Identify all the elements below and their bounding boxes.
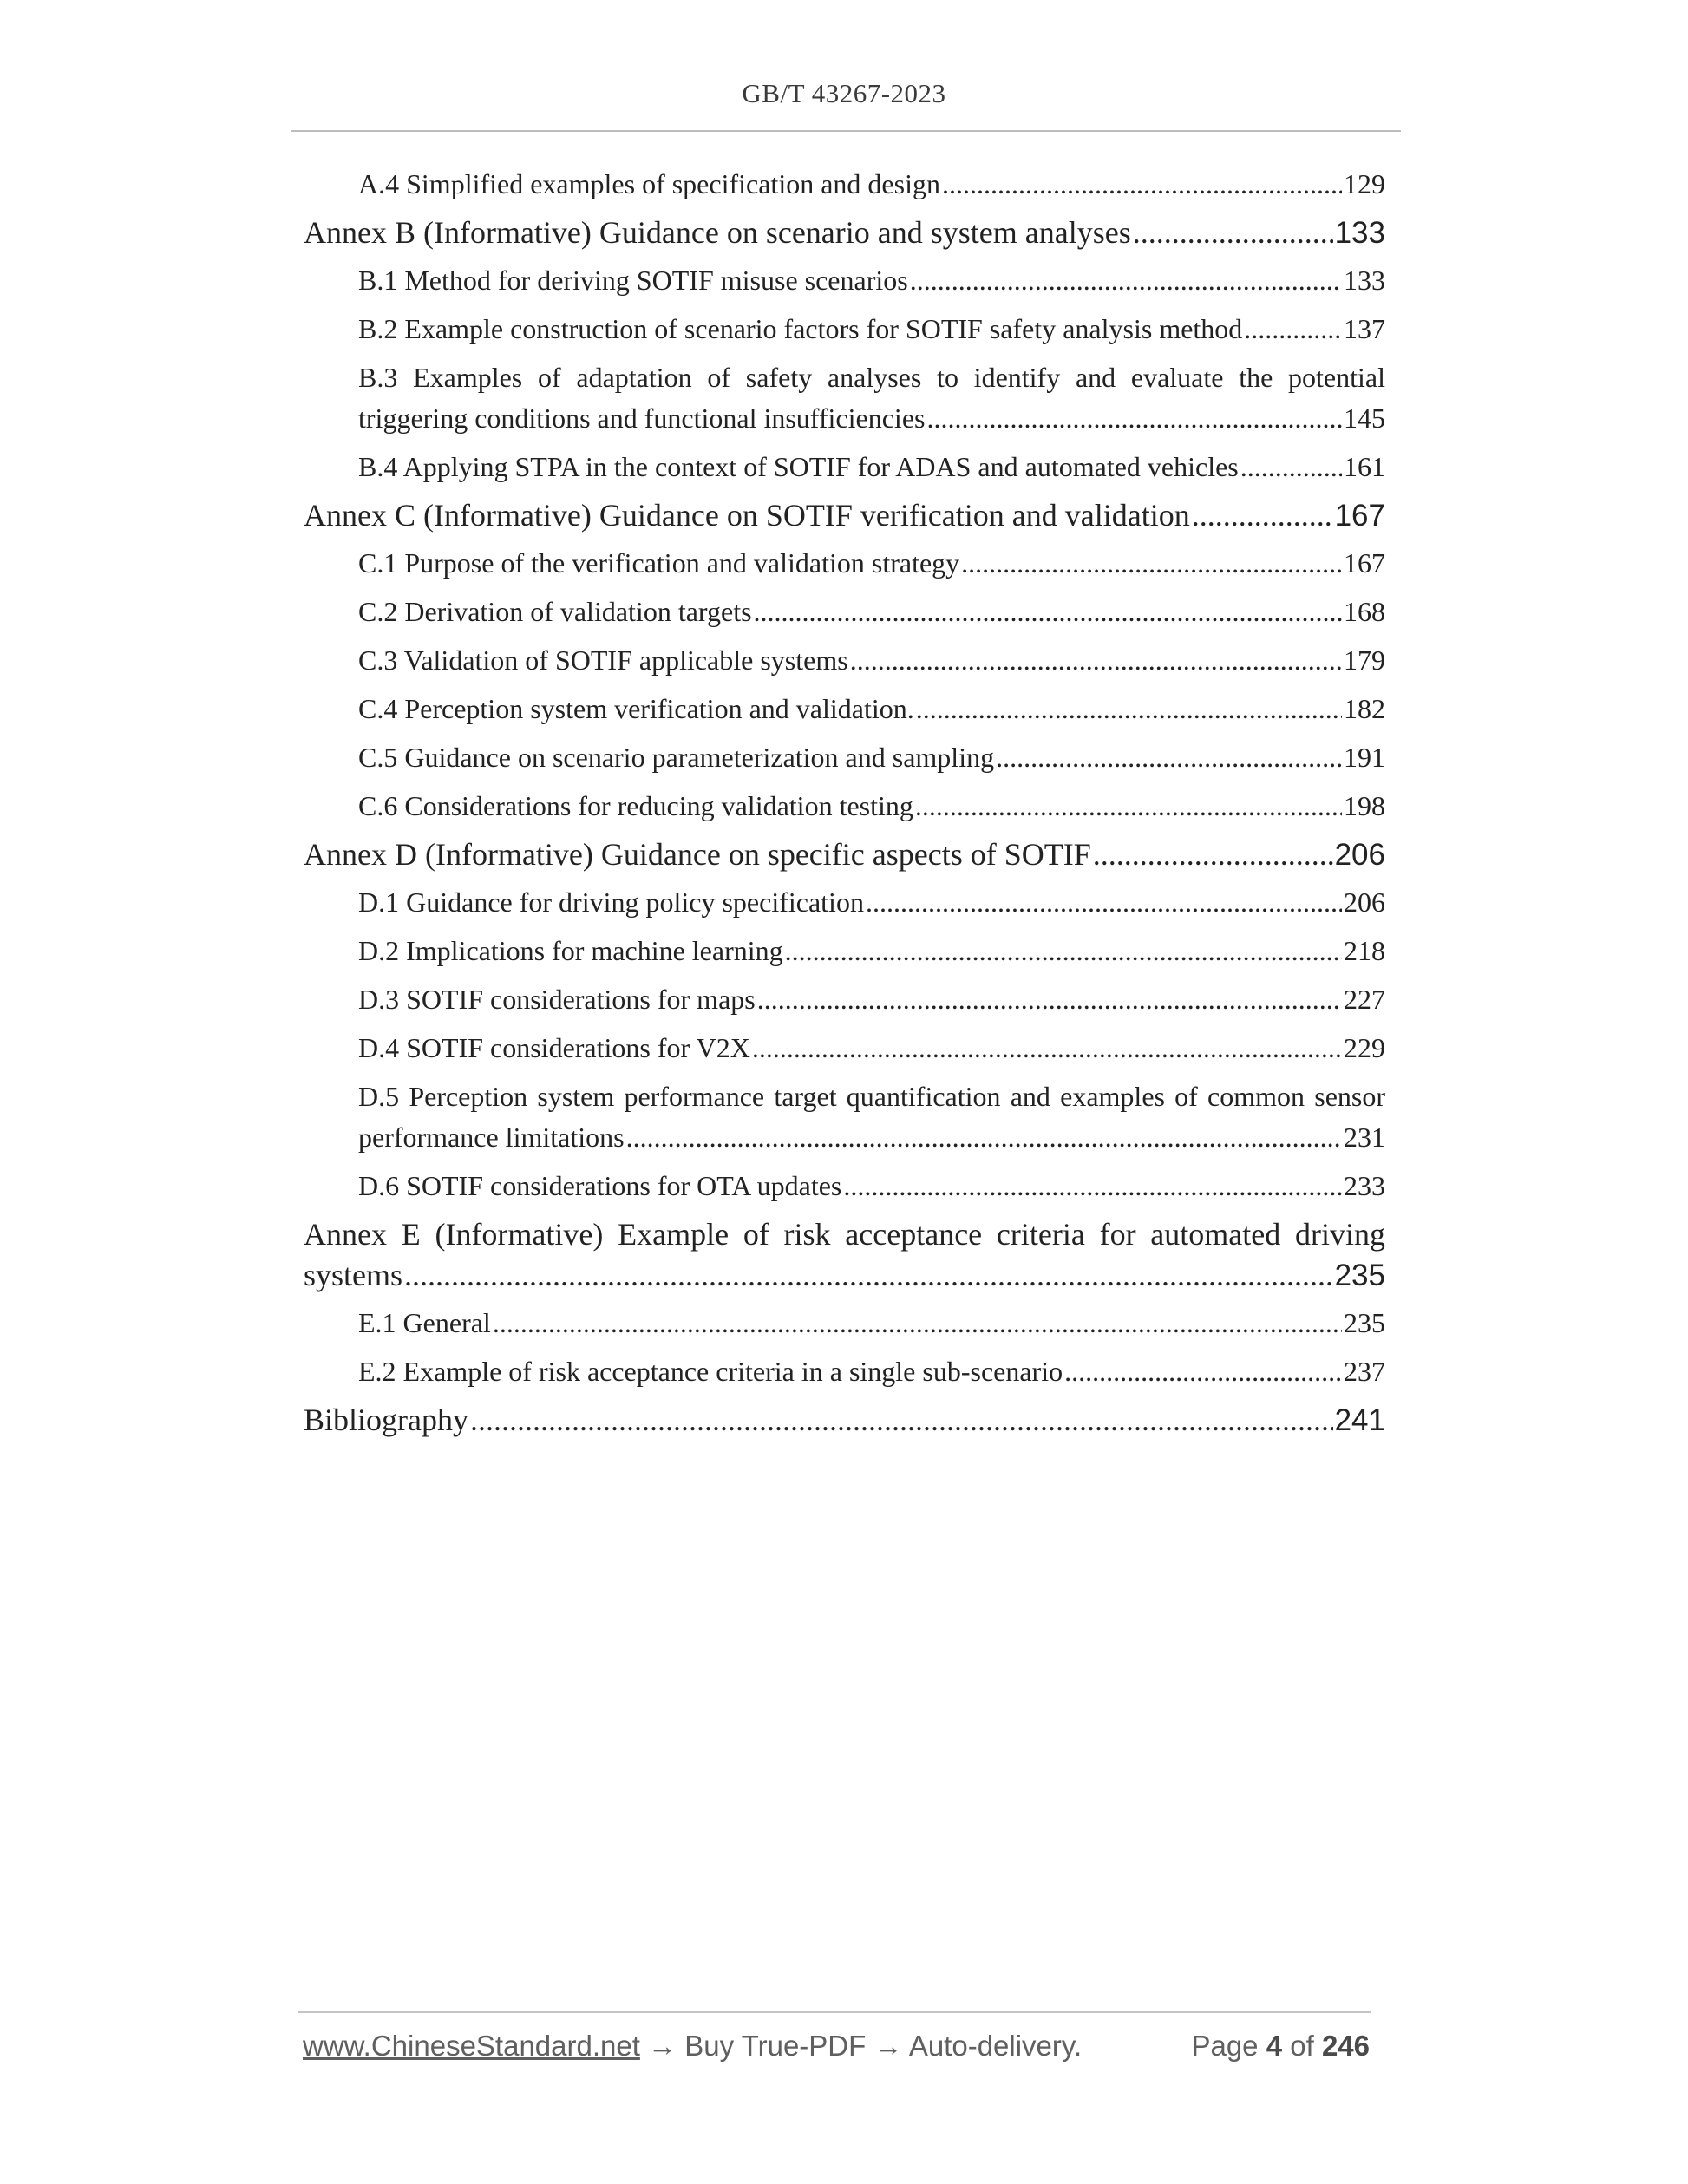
toc-entry-label: E.1 General bbox=[358, 1307, 491, 1338]
dot-leader bbox=[916, 689, 1342, 729]
toc-entry-page: 235 bbox=[1334, 1259, 1385, 1292]
toc-entry-c2[interactable] bbox=[304, 592, 1385, 632]
table-of-contents bbox=[304, 164, 1385, 1448]
toc-entry-c5[interactable] bbox=[304, 737, 1385, 778]
toc-entry-page: 227 bbox=[1344, 984, 1385, 1015]
footer-promo bbox=[303, 2030, 1082, 2063]
toc-entry-page: 137 bbox=[1344, 313, 1385, 344]
dot-leader bbox=[961, 543, 1342, 584]
dot-leader bbox=[1064, 1351, 1342, 1392]
footer-divider bbox=[298, 2011, 1371, 2013]
toc-entry-label-line2: systems bbox=[304, 1258, 403, 1292]
toc-entry-label: C.6 Considerations for reducing validation testing bbox=[358, 790, 913, 821]
dot-leader bbox=[926, 398, 1342, 439]
toc-entry-label: Bibliography bbox=[304, 1403, 468, 1437]
toc-entry-annex-b[interactable] bbox=[304, 213, 1385, 253]
dot-leader bbox=[1093, 834, 1333, 875]
dot-leader bbox=[1244, 309, 1342, 350]
toc-entry-page: 241 bbox=[1334, 1403, 1385, 1437]
toc-entry-page: 198 bbox=[1344, 790, 1385, 821]
toc-entry-c1[interactable] bbox=[304, 543, 1385, 584]
toc-entry-page: 145 bbox=[1344, 402, 1385, 434]
toc-entry-d2[interactable] bbox=[304, 931, 1385, 971]
toc-entry-page: 206 bbox=[1344, 886, 1385, 918]
toc-entry-label-line1: B.3 Examples of adaptation of safety analyses to identify and evaluate the potential bbox=[358, 362, 1385, 393]
toc-entry-label: C.1 Purpose of the verification and validation strategy bbox=[358, 547, 960, 579]
toc-entry-label: B.2 Example construction of scenario factors for SOTIF safety analysis method bbox=[358, 313, 1243, 344]
toc-entry-label: C.5 Guidance on scenario parameterization and sampling bbox=[358, 742, 995, 773]
toc-entry-label: A.4 Simplified examples of specification and design bbox=[358, 168, 940, 199]
toc-entry-annex-e[interactable] bbox=[304, 1214, 1385, 1296]
page-counter bbox=[1191, 2030, 1370, 2063]
dot-leader bbox=[910, 260, 1342, 301]
toc-entry-e1[interactable] bbox=[304, 1303, 1385, 1344]
toc-entry-page: 167 bbox=[1334, 499, 1385, 533]
promo-text: → Buy True-PDF → Auto-delivery. bbox=[639, 2030, 1083, 2062]
toc-entry-c6[interactable] bbox=[304, 786, 1385, 827]
toc-entry-page: 179 bbox=[1344, 644, 1385, 676]
page-word: Page bbox=[1191, 2030, 1259, 2062]
dot-leader bbox=[843, 1166, 1342, 1206]
dot-leader bbox=[866, 882, 1342, 923]
toc-entry-page: 235 bbox=[1344, 1307, 1385, 1338]
toc-entry-page: 167 bbox=[1344, 547, 1385, 579]
toc-entry-label: B.1 Method for deriving SOTIF misuse scenarios bbox=[358, 265, 908, 296]
toc-entry-label-line2: performance limitations bbox=[358, 1121, 625, 1153]
page-footer bbox=[303, 2030, 1370, 2063]
toc-entry-label-line1: Annex E (Informative) Example of risk acceptance criteria for automated driving bbox=[304, 1217, 1385, 1252]
dot-leader bbox=[1192, 495, 1333, 536]
toc-entry-b3[interactable] bbox=[304, 357, 1385, 439]
dot-leader bbox=[915, 786, 1342, 827]
toc-entry-b2[interactable] bbox=[304, 309, 1385, 350]
dot-leader bbox=[493, 1303, 1342, 1344]
total-page-count: 246 bbox=[1321, 2030, 1370, 2062]
toc-entry-label: Annex B (Informative) Guidance on scenario and system analyses bbox=[304, 215, 1131, 250]
toc-entry-d6[interactable] bbox=[304, 1166, 1385, 1206]
toc-entry-page: 182 bbox=[1344, 693, 1385, 724]
toc-entry-label: D.1 Guidance for driving policy specification bbox=[358, 886, 864, 918]
dot-leader bbox=[626, 1117, 1342, 1158]
toc-entry-a4[interactable] bbox=[304, 164, 1385, 205]
toc-entry-label: Annex C (Informative) Guidance on SOTIF verification and validation bbox=[304, 498, 1190, 533]
dot-leader bbox=[785, 931, 1342, 971]
toc-entry-label: D.4 SOTIF considerations for V2X bbox=[358, 1032, 750, 1063]
toc-entry-page: 229 bbox=[1344, 1032, 1385, 1063]
toc-entry-label-line2: triggering conditions and functional insufficiencies bbox=[358, 402, 926, 434]
site-link[interactable]: www.ChineseStandard.net bbox=[303, 2030, 640, 2062]
dot-leader bbox=[942, 164, 1342, 205]
toc-entry-label: C.4 Perception system verification and validation. bbox=[358, 693, 914, 724]
toc-entry-bibliography[interactable] bbox=[304, 1400, 1385, 1441]
toc-entry-label: B.4 Applying STPA in the context of SOTIF for ADAS and automated vehicles bbox=[358, 451, 1239, 482]
of-word: of bbox=[1290, 2030, 1314, 2062]
dot-leader bbox=[752, 1028, 1342, 1069]
toc-entry-annex-d[interactable] bbox=[304, 834, 1385, 875]
dot-leader bbox=[1240, 447, 1342, 487]
toc-entry-label: D.6 SOTIF considerations for OTA updates bbox=[358, 1170, 842, 1201]
toc-entry-c3[interactable] bbox=[304, 640, 1385, 681]
toc-entry-page: 129 bbox=[1344, 168, 1385, 199]
dot-leader bbox=[757, 979, 1342, 1020]
dot-leader bbox=[754, 592, 1342, 632]
dot-leader bbox=[1133, 213, 1333, 253]
toc-entry-page: 218 bbox=[1344, 935, 1385, 966]
toc-entry-label: D.2 Implications for machine learning bbox=[358, 935, 783, 966]
toc-entry-page: 191 bbox=[1344, 742, 1385, 773]
toc-entry-label: D.3 SOTIF considerations for maps bbox=[358, 984, 756, 1015]
toc-entry-page: 237 bbox=[1344, 1356, 1385, 1387]
toc-entry-page: 168 bbox=[1344, 596, 1385, 627]
toc-entry-label: C.2 Derivation of validation targets bbox=[358, 596, 752, 627]
toc-entry-page: 133 bbox=[1344, 265, 1385, 296]
toc-entry-c4[interactable] bbox=[304, 689, 1385, 729]
dot-leader bbox=[470, 1400, 1333, 1441]
toc-entry-page: 161 bbox=[1344, 451, 1385, 482]
toc-entry-label: E.2 Example of risk acceptance criteria in a single sub-scenario bbox=[358, 1356, 1063, 1387]
toc-entry-annex-c[interactable] bbox=[304, 495, 1385, 536]
toc-entry-page: 133 bbox=[1334, 216, 1385, 250]
running-header: GB/T 43267-2023 bbox=[742, 78, 946, 108]
toc-entry-d4[interactable] bbox=[304, 1028, 1385, 1069]
dot-leader bbox=[996, 737, 1342, 778]
dot-leader bbox=[850, 640, 1342, 681]
toc-entry-b4[interactable] bbox=[304, 447, 1385, 487]
toc-entry-label: Annex D (Informative) Guidance on specific aspects of SOTIF bbox=[304, 837, 1091, 872]
current-page-number: 4 bbox=[1266, 2030, 1283, 2062]
toc-entry-d3[interactable] bbox=[304, 979, 1385, 1020]
header-divider bbox=[291, 130, 1401, 132]
toc-entry-page: 231 bbox=[1344, 1121, 1385, 1153]
toc-entry-b1[interactable] bbox=[304, 260, 1385, 301]
toc-entry-label-line1: D.5 Perception system performance target quantification and examples of common sensor bbox=[358, 1081, 1385, 1112]
toc-entry-d1[interactable] bbox=[304, 882, 1385, 923]
toc-entry-d5[interactable] bbox=[304, 1076, 1385, 1158]
toc-entry-label: C.3 Validation of SOTIF applicable systems bbox=[358, 644, 848, 676]
toc-entry-page: 206 bbox=[1334, 838, 1385, 872]
toc-entry-e2[interactable] bbox=[304, 1351, 1385, 1392]
toc-entry-page: 233 bbox=[1344, 1170, 1385, 1201]
dot-leader bbox=[404, 1255, 1333, 1296]
